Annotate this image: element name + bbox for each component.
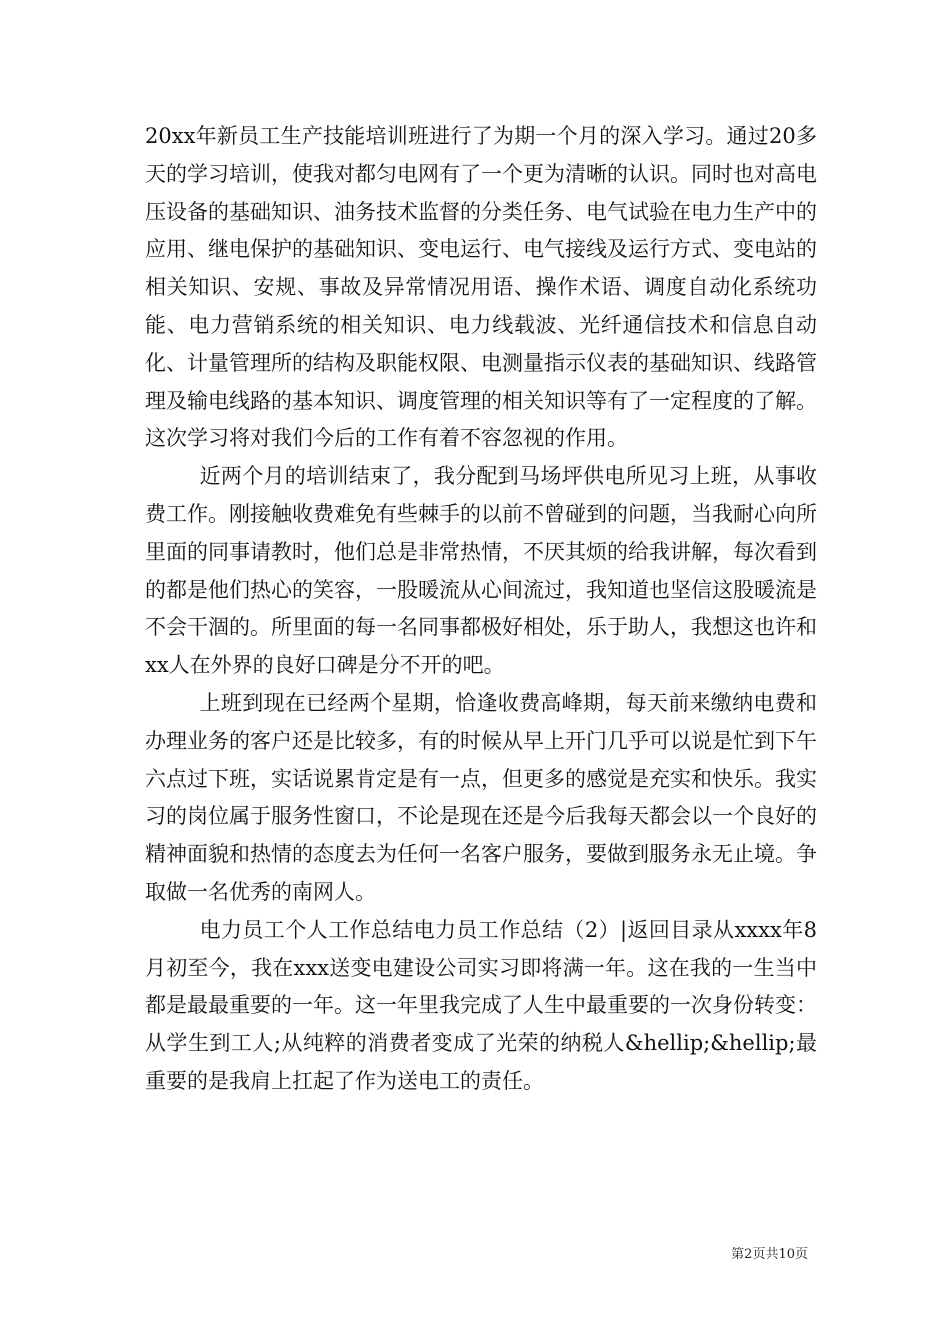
paragraph-2: 近两个月的培训结束了，我分配到马场坪供电所见习上班，从事收费工作。刚接触收费难免有些棘手的以前不曾碰到的问题，当我耐心向所里面的同事请教时，他们总是非常热情，不厌其烦的给我讲解，每次看到的都是他们热心的笑容，一股暖流从心间流过，我知道也坚信这股暖流是不会干涸的。所里面的每一名同事都极好相处，乐于助人，我想这也许和xx人在外界的良好口碑是分不开的吧。 <box>145 464 817 678</box>
paragraph-4: 电力员工个人工作总结电力员工作总结（2）|返回目录从xxxx年8月初至今，我在xxx送变电建设公司实习即将满一年。这在我的一生当中都是最最重要的一年。这一年里我完成了人生中最重要的一次身份转变：从学生到工人;从纯粹的消费者变成了光荣的纳税人&hellip;&hellip;最重要的是我肩上扛起了作为送电工的责任。 <box>145 917 817 1093</box>
document-body <box>145 118 817 1101</box>
paragraph-3: 上班到现在已经两个星期，恰逢收费高峰期，每天前来缴纳电费和办理业务的客户还是比较多，有的时候从早上开门几乎可以说是忙到下午六点过下班，实话说累肯定是有一点，但更多的感觉是充实和快乐。我实习的岗位属于服务性窗口，不论是现在还是今后我每天都会以一个良好的精神面貌和热情的态度去为任何一名客户服务，要做到服务永无止境。争取做一名优秀的南网人。 <box>145 690 817 904</box>
paragraph-1: 20xx年新员工生产技能培训班进行了为期一个月的深入学习。通过20多天的学习培训，使我对都匀电网有了一个更为清晰的认识。同时也对高电压设备的基础知识、油务技术监督的分类任务、电气试验在电力生产中的应用、继电保护的基础知识、变电运行、电气接线及运行方式、变电站的相关知识、安规、事故及异常情况用语、操作术语、调度自动化系统功能、电力营销系统的相关知识、电力线载波、光纤通信技术和信息自动化、计量管理所的结构及职能权限、电测量指示仪表的基础知识、线路管理及输电线路的基本知识、调度管理的相关知识等有了一定程度的了解。这次学习将对我们今后的工作有着不容忽视的作用。 <box>145 124 817 451</box>
page-number-footer: 第2页共10页 <box>731 1247 808 1262</box>
